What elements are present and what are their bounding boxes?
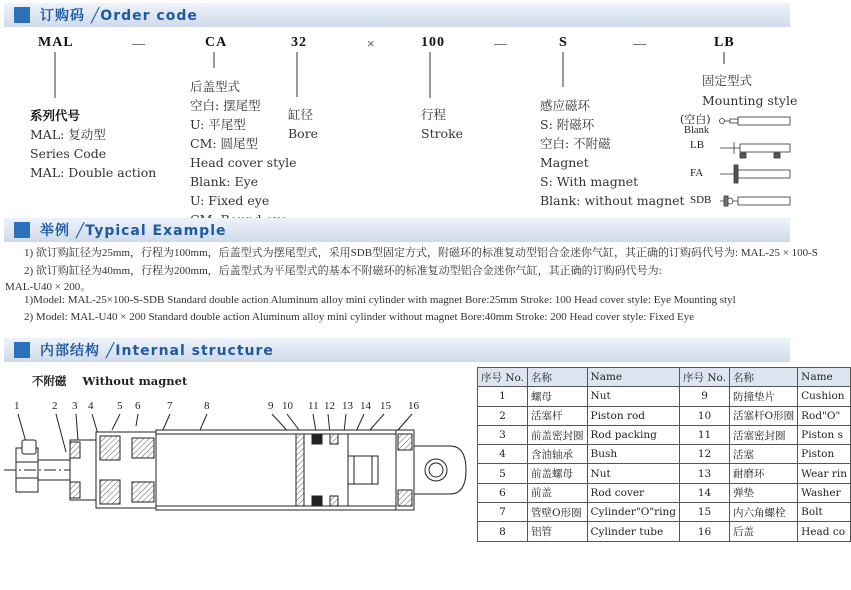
part-cn: 耐磨环 [730, 464, 798, 483]
series-line: MAL: Double action [30, 165, 157, 180]
callout-number: 2 [52, 400, 58, 412]
callout-number: 7 [167, 400, 173, 412]
part-no: 8 [478, 522, 528, 541]
part-cn: 管壁O形圈 [528, 503, 588, 522]
code-sep-x: × [367, 36, 375, 51]
series-line: Series Code [30, 146, 107, 161]
code-series: MAL [38, 35, 74, 50]
head-cover-line: U: Fixed eye [190, 193, 270, 208]
part-cn: 前盖 [528, 483, 588, 502]
mounting-title-cn: 固定型式 [702, 73, 753, 88]
part-cn: 防撞垫片 [730, 387, 798, 406]
part-no: 1 [478, 387, 528, 406]
part-en: Head co [798, 522, 851, 541]
code-head-cover: CA [205, 35, 228, 50]
example-line: 1)Model: MAL-25×100-S-SDB Standard double action Aluminum alloy mini cylinder with magnet Bore:25mm Stroke: 100 Head cover style: Eye Mounting styl [24, 294, 736, 306]
part-en: Nut [587, 387, 680, 406]
callout-number: 3 [72, 400, 78, 412]
header-cn: 名称 [528, 368, 588, 387]
callout-number: 14 [360, 400, 371, 412]
part-en: Rod packing [587, 425, 680, 444]
part-en: Piston s [798, 425, 851, 444]
head-cover-line: 后盖型式 [190, 79, 241, 94]
part-no: 2 [478, 406, 528, 425]
code-magnet: S [559, 35, 568, 50]
part-en: Cushion [798, 387, 851, 406]
series-block [30, 106, 156, 182]
part-no: 11 [680, 425, 730, 444]
series-title: 系列代号 [30, 108, 81, 123]
part-cn: 弹垫 [730, 483, 798, 502]
internal-structure-title: 内部结构 ╱Internal structure [40, 343, 274, 359]
head-cover-block [190, 77, 297, 229]
head-cover-line: U: 平尾型 [190, 117, 246, 132]
part-cn: 螺母 [528, 387, 588, 406]
mount-lb: LB [690, 139, 705, 151]
part-en: Cylinder tube [587, 522, 680, 541]
head-cover-line: Head cover style [190, 155, 297, 170]
callout-number: 6 [135, 400, 141, 412]
mount-blank-cn: (空白) [680, 113, 711, 126]
mount-sdb: SDB [690, 194, 712, 206]
callout-number: 10 [282, 400, 293, 412]
part-no: 3 [478, 425, 528, 444]
callout-number: 15 [380, 400, 391, 412]
part-en: Piston rod [587, 406, 680, 425]
callout-number: 5 [117, 400, 123, 412]
callout-number: 8 [204, 400, 210, 412]
part-no: 12 [680, 445, 730, 464]
part-no: 4 [478, 445, 528, 464]
part-en: Bolt [798, 503, 851, 522]
stroke-cn: 行程 [421, 107, 447, 122]
table-row [478, 464, 851, 483]
table-row [478, 387, 851, 406]
header-en: Name [798, 368, 851, 387]
part-no: 14 [680, 483, 730, 502]
part-cn: 前盖螺母 [528, 464, 588, 483]
bore-block [288, 105, 318, 143]
mounting-title-en: Mounting style [702, 93, 798, 108]
header-no: 序号 No. [680, 368, 730, 387]
callout-number: 11 [308, 400, 319, 412]
bore-en: Bore [288, 126, 319, 141]
example-line: 2) Model: MAL-U40 × 200 Standard double action Aluminum alloy mini cylinder without magnet Bore:40mm Stroke: 200 Head cover style: Fixed Eye [24, 311, 695, 323]
bore-cn: 缸径 [288, 107, 314, 122]
part-cn: 后盖 [730, 522, 798, 541]
table-header-row [478, 368, 851, 387]
magnet-line: 空白: 不附磁 [540, 136, 611, 151]
example-line: MAL-U40 × 200。 [5, 281, 92, 293]
code-sep-4: — [633, 36, 646, 51]
stroke-en: Stroke [421, 126, 464, 141]
part-en: Rod"O" [798, 406, 851, 425]
typical-example-header [4, 218, 790, 242]
example-line: 1) 欲订购缸径为25mm，行程为100mm，后盖型式为摆尾型式，采用SDB型固定方式，附磁环的标准复动型铝合金迷你气缸，其正确的订购码代号为: MAL-25 × 100-S [24, 247, 818, 259]
part-cn: 内六角螺栓 [730, 503, 798, 522]
series-line: MAL: 复动型 [30, 127, 106, 142]
section-square-icon [14, 222, 30, 238]
table-row [478, 425, 851, 444]
callout-number: 4 [88, 400, 94, 412]
part-cn: 铝管 [528, 522, 588, 541]
part-no: 13 [680, 464, 730, 483]
callout-number: 13 [342, 400, 353, 412]
part-cn: 含油轴承 [528, 445, 588, 464]
part-en: Washer [798, 483, 851, 502]
part-en: Rod cover [587, 483, 680, 502]
code-sep-1: — [132, 36, 145, 51]
code-sep-3: — [494, 36, 507, 51]
structure-subtitle: 不附磁 Without magnet [32, 374, 188, 388]
mount-fa: FA [690, 167, 704, 179]
typical-example-title: 举例 ╱Typical Example [40, 223, 227, 239]
header-cn: 名称 [730, 368, 798, 387]
part-en: Bush [587, 445, 680, 464]
table-row [478, 522, 851, 541]
part-no: 5 [478, 464, 528, 483]
internal-structure-header [4, 338, 790, 362]
head-cover-line: 空白: 摆尾型 [190, 98, 261, 113]
table-row [478, 503, 851, 522]
part-cn: 前盖密封圈 [528, 425, 588, 444]
part-no: 10 [680, 406, 730, 425]
table-row [478, 445, 851, 464]
part-no: 6 [478, 483, 528, 502]
part-cn: 活塞密封圈 [730, 425, 798, 444]
part-en: Nut [587, 464, 680, 483]
code-stroke: 100 [421, 35, 445, 50]
part-en: Cylinder"O"ring [587, 503, 680, 522]
cylinder-section-drawing [0, 412, 470, 542]
mount-blank-en: Blank [684, 125, 710, 136]
callout-number: 16 [408, 400, 419, 412]
head-cover-line: Blank: Eye [190, 174, 259, 189]
part-en: Piston [798, 445, 851, 464]
part-en: Wear rin [798, 464, 851, 483]
magnet-line: Magnet [540, 155, 589, 170]
magnet-line: S: With magnet [540, 174, 639, 189]
part-no: 9 [680, 387, 730, 406]
callout-number: 1 [14, 400, 20, 412]
parts-table [477, 367, 851, 542]
order-code-title: 订购码 ╱Order code [40, 8, 198, 24]
part-cn: 活塞杆 [528, 406, 588, 425]
callout-number: 9 [268, 400, 274, 412]
magnet-line: Blank: without magnet [540, 193, 685, 208]
magnet-block [540, 96, 685, 210]
section-square-icon [14, 342, 30, 358]
header-en: Name [587, 368, 680, 387]
magnet-line: S: 附磁环 [540, 117, 595, 132]
code-bore: 32 [291, 35, 307, 50]
table-row [478, 406, 851, 425]
part-cn: 活塞 [730, 445, 798, 464]
head-cover-line: CM: 圆尾型 [190, 136, 259, 151]
header-no: 序号 No. [478, 368, 528, 387]
magnet-line: 感应磁环 [540, 98, 591, 113]
part-no: 7 [478, 503, 528, 522]
example-line: 2) 欲订购缸径为40mm，行程为200mm，后盖型式为平尾型式的基本不附磁环的标准复动型铝合金迷你气缸，其正确的订购码代号为: [24, 265, 662, 277]
part-cn: 活塞杆O形圈 [730, 406, 798, 425]
callout-number: 12 [324, 400, 335, 412]
table-row [478, 483, 851, 502]
part-no: 15 [680, 503, 730, 522]
mounting-style-drawings [716, 108, 790, 212]
part-no: 16 [680, 522, 730, 541]
code-mounting: LB [714, 35, 735, 50]
stroke-block [421, 105, 463, 143]
